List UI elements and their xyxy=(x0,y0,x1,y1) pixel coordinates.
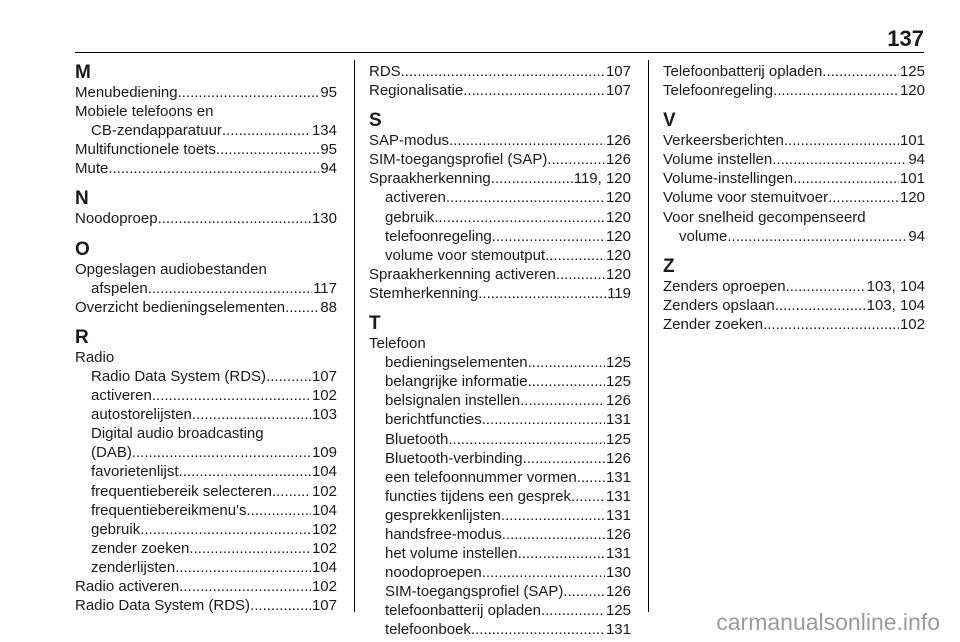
dot-leader xyxy=(189,539,311,558)
index-entry xyxy=(369,544,631,563)
entry-text: volume xyxy=(679,227,728,245)
dot-leader xyxy=(501,506,605,525)
entry-page: 126 xyxy=(605,583,631,601)
dot-leader xyxy=(148,279,312,298)
entry-page: 102 xyxy=(311,387,337,405)
entry-text: Radio activeren xyxy=(75,577,180,595)
dot-leader xyxy=(556,265,605,284)
index-entry xyxy=(663,150,925,169)
dot-leader xyxy=(482,410,605,429)
index-section xyxy=(75,188,337,228)
index-entry xyxy=(369,601,631,620)
entry-text: Volume instellen xyxy=(663,151,773,169)
index-entry xyxy=(75,159,337,178)
dot-leader xyxy=(285,298,319,317)
dot-leader xyxy=(828,188,899,207)
entry-text: SIM-toegangsprofiel (SAP) xyxy=(385,583,564,601)
dot-leader xyxy=(786,277,866,296)
index-entry xyxy=(369,81,631,100)
entry-page: 107 xyxy=(605,63,631,80)
entry-page: 125 xyxy=(605,373,631,391)
index-entry xyxy=(369,227,631,246)
entry-text: Menubediening xyxy=(75,84,178,101)
dot-leader xyxy=(434,208,605,227)
dot-leader xyxy=(449,131,605,150)
dot-leader xyxy=(571,487,605,506)
entry-page: 103 xyxy=(311,406,337,424)
entry-text: Radio xyxy=(75,348,115,366)
entry-page: 126 xyxy=(605,449,631,467)
index-entry xyxy=(75,279,337,298)
entry-text: Radio Data System (RDS) xyxy=(75,597,251,615)
index-entry xyxy=(663,277,925,296)
index-entry xyxy=(369,582,631,601)
dot-leader xyxy=(401,62,605,81)
index-entry xyxy=(369,62,631,81)
entry-page: 95 xyxy=(320,84,337,101)
page-number: 137 xyxy=(887,26,924,51)
dot-leader xyxy=(192,405,311,424)
entry-page: 102 xyxy=(311,577,337,595)
entry-page: 101 xyxy=(899,170,925,188)
column-divider xyxy=(354,60,355,612)
index-entry xyxy=(663,188,925,207)
column-divider xyxy=(648,60,649,612)
entry-page: 104 xyxy=(311,501,337,519)
section-letter: O xyxy=(75,238,90,260)
entry-page: 102 xyxy=(311,482,337,500)
entry-page: 117 xyxy=(313,279,337,297)
section-letter: R xyxy=(75,326,89,348)
dot-leader xyxy=(563,582,605,601)
index-section xyxy=(369,110,631,303)
dot-leader xyxy=(266,367,311,386)
dot-leader xyxy=(140,520,311,539)
index-entry xyxy=(663,131,925,150)
index-entry xyxy=(75,405,337,424)
index-entry xyxy=(75,424,337,443)
index-entry xyxy=(75,501,337,520)
index-entry xyxy=(75,462,337,481)
dot-leader xyxy=(108,159,319,178)
index-entry xyxy=(663,62,925,81)
entry-page: 107 xyxy=(311,367,337,385)
entry-page: 131 xyxy=(605,506,631,524)
entry-page: 119, 120 xyxy=(573,170,631,188)
entry-page: 125 xyxy=(899,63,925,80)
dot-leader xyxy=(492,227,605,246)
entry-page: 120 xyxy=(605,246,631,264)
index-entry xyxy=(369,410,631,429)
index-entry xyxy=(369,449,631,468)
index-entry xyxy=(369,525,631,544)
index-column-3 xyxy=(663,62,925,334)
entry-text: SAP-modus xyxy=(369,132,450,150)
index-entry xyxy=(369,430,631,449)
dot-leader xyxy=(520,391,605,410)
index-entry xyxy=(369,468,631,487)
index-entry xyxy=(369,563,631,582)
entry-page: 94 xyxy=(908,151,925,169)
entry-text: belsignalen instellen xyxy=(385,392,521,410)
section-letter: N xyxy=(75,188,89,210)
index-entry xyxy=(75,83,337,102)
index-entry xyxy=(75,558,337,577)
section-letter: S xyxy=(369,110,382,132)
index-column-2 xyxy=(369,62,631,640)
index-entry xyxy=(75,140,337,159)
entry-text: Mute xyxy=(75,160,109,178)
entry-text: Telefoonbatterij opladen xyxy=(663,63,823,80)
dot-leader xyxy=(446,188,605,207)
entry-text: Zender zoeken xyxy=(663,315,764,333)
dot-leader xyxy=(528,353,605,372)
index-entry xyxy=(75,260,337,279)
entry-text: handsfree-modus xyxy=(385,525,502,543)
dot-leader xyxy=(175,558,311,577)
index-entry xyxy=(75,367,337,386)
entry-text: Mobiele telefoons en xyxy=(75,103,214,121)
entry-page: 103, 104 xyxy=(866,277,925,295)
section-letter: Z xyxy=(663,255,675,277)
dot-leader xyxy=(471,620,605,639)
entry-page: 101 xyxy=(899,132,925,150)
index-entry xyxy=(369,353,631,372)
dot-leader xyxy=(528,372,605,391)
index-entry xyxy=(663,296,925,315)
entry-text: (DAB) xyxy=(91,444,132,462)
entry-page: 94 xyxy=(908,227,925,245)
entry-text: noodoproepen xyxy=(385,564,482,582)
section-letter: M xyxy=(75,62,91,83)
entry-text: RDS xyxy=(369,63,401,80)
watermark: carmanualsonline.info xyxy=(716,609,940,635)
entry-text: een telefoonnummer vormen xyxy=(385,468,577,486)
entry-page: 126 xyxy=(605,525,631,543)
entry-page: 130 xyxy=(605,564,631,582)
entry-text: telefoonbatterij opladen xyxy=(385,602,541,620)
entry-text: Overzicht bedieningselementen xyxy=(75,298,286,316)
entry-text: Verkeersberichten xyxy=(663,132,784,150)
entry-text: favorietenlijst xyxy=(91,463,179,481)
dot-leader xyxy=(775,296,866,315)
dot-leader xyxy=(179,462,311,481)
index-entry xyxy=(369,284,631,303)
index-entry xyxy=(369,246,631,265)
index-entry xyxy=(75,348,337,367)
entry-text: Telefoon xyxy=(369,335,426,353)
entry-page: 120 xyxy=(605,227,631,245)
entry-text: Spraakherkenning activeren xyxy=(369,265,556,283)
entry-page: 126 xyxy=(605,132,631,150)
entry-text: Voor snelheid gecompenseerd xyxy=(663,208,866,226)
header-rule xyxy=(75,52,924,53)
entry-page: 120 xyxy=(605,208,631,226)
dot-leader xyxy=(793,169,899,188)
dot-leader xyxy=(727,227,907,246)
index-entry xyxy=(663,227,925,246)
dot-leader xyxy=(216,140,319,159)
index-entry xyxy=(663,81,925,100)
index-section xyxy=(369,313,631,640)
entry-text: Spraakherkenning xyxy=(369,170,491,188)
index-entry xyxy=(75,298,337,317)
entry-page: 125 xyxy=(605,430,631,448)
dot-leader xyxy=(179,577,311,596)
entry-text: gebruik xyxy=(91,520,141,538)
entry-page: 104 xyxy=(311,463,337,481)
entry-text: bedieningselementen xyxy=(385,354,528,372)
entry-page: 120 xyxy=(605,189,631,207)
index-entry xyxy=(75,482,337,501)
dot-leader xyxy=(482,563,605,582)
entry-text: activeren xyxy=(91,387,152,405)
index-section xyxy=(663,256,925,334)
entry-text: zender zoeken xyxy=(91,539,190,557)
index-entry xyxy=(75,209,337,228)
entry-page: 107 xyxy=(605,82,631,100)
entry-page: 131 xyxy=(605,411,631,429)
entry-page: 120 xyxy=(899,189,925,207)
entry-page: 88 xyxy=(320,298,337,316)
index-entry xyxy=(75,102,337,121)
dot-leader xyxy=(158,209,311,228)
entry-text: Bluetooth xyxy=(385,430,449,448)
entry-page: 126 xyxy=(605,151,631,169)
entry-page: 131 xyxy=(605,487,631,505)
entry-page: 102 xyxy=(311,520,337,538)
entry-page: 102 xyxy=(311,539,337,557)
dot-leader xyxy=(518,544,605,563)
entry-text: afspelen xyxy=(91,279,148,297)
index-section xyxy=(75,327,337,615)
index-entry xyxy=(75,596,337,615)
dot-leader xyxy=(784,131,899,150)
entry-page: 107 xyxy=(311,597,337,615)
index-entry xyxy=(369,188,631,207)
dot-leader xyxy=(448,430,605,449)
dot-leader xyxy=(577,468,605,487)
entry-text: Multifunctionele toets xyxy=(75,141,216,159)
entry-text: telefoonboek xyxy=(385,621,471,639)
index-section xyxy=(663,110,925,246)
entry-text: frequentiebereikmenu's xyxy=(91,501,247,519)
entry-text: frequentiebereik selecteren xyxy=(91,482,272,500)
index-section xyxy=(369,62,631,100)
index-entry xyxy=(663,315,925,334)
index-entry xyxy=(75,539,337,558)
entry-page: 131 xyxy=(605,545,631,563)
index-section xyxy=(75,62,337,178)
index-entry xyxy=(663,169,925,188)
index-entry xyxy=(369,334,631,353)
entry-text: functies tijdens een gesprek xyxy=(385,487,571,505)
index-column-1 xyxy=(75,62,337,615)
dot-leader xyxy=(822,62,899,81)
dot-leader xyxy=(547,150,605,169)
entry-page: 125 xyxy=(605,354,631,372)
entry-page: 102 xyxy=(899,315,925,333)
entry-page: 125 xyxy=(605,602,631,620)
entry-page: 134 xyxy=(311,122,337,140)
index-entry xyxy=(369,391,631,410)
entry-page: 104 xyxy=(311,558,337,576)
index-section xyxy=(663,62,925,100)
index-entry xyxy=(369,487,631,506)
entry-text: Digital audio broadcasting xyxy=(91,425,264,443)
entry-text: gebruik xyxy=(385,208,435,226)
entry-text: het volume instellen xyxy=(385,545,518,563)
index-entry xyxy=(75,443,337,462)
index-entry xyxy=(75,577,337,596)
entry-page: 95 xyxy=(320,141,337,159)
entry-text: berichtfuncties xyxy=(385,411,482,429)
index-entry xyxy=(369,169,631,188)
entry-text: activeren xyxy=(385,189,446,207)
entry-text: gesprekkenlijsten xyxy=(385,506,501,524)
entry-text: Bluetooth-verbinding xyxy=(385,449,523,467)
dot-leader xyxy=(178,83,320,102)
entry-text: volume voor stemoutput xyxy=(385,246,546,264)
index-entry xyxy=(75,386,337,405)
dot-leader xyxy=(545,246,605,265)
entry-page: 130 xyxy=(311,210,337,228)
entry-page: 103, 104 xyxy=(866,296,925,314)
entry-page: 94 xyxy=(320,160,337,178)
section-letter: V xyxy=(663,110,676,132)
entry-page: 119 xyxy=(607,284,631,302)
index-entry xyxy=(663,208,925,227)
dot-leader xyxy=(478,284,606,303)
dot-leader xyxy=(502,525,605,544)
entry-text: Regionalisatie xyxy=(369,82,464,100)
dot-leader xyxy=(773,81,899,100)
section-letter: T xyxy=(369,313,381,335)
dot-leader xyxy=(523,449,605,468)
dot-leader xyxy=(152,386,311,405)
entry-text: Stemherkenning xyxy=(369,284,479,302)
entry-text: SIM-toegangsprofiel (SAP) xyxy=(369,151,548,169)
entry-page: 126 xyxy=(605,392,631,410)
entry-text: Zenders opslaan xyxy=(663,296,775,314)
entry-text: Volume voor stemuitvoer xyxy=(663,189,829,207)
index-entry xyxy=(369,372,631,391)
index-entry xyxy=(369,265,631,284)
dot-leader xyxy=(272,482,311,501)
entry-text: autostorelijsten xyxy=(91,406,192,424)
entry-page: 131 xyxy=(605,621,631,639)
index-entry xyxy=(369,150,631,169)
entry-text: zenderlijsten xyxy=(91,558,176,576)
entry-text: Noodoproep xyxy=(75,210,158,228)
entry-text: Telefoonregeling xyxy=(663,82,774,100)
index-section xyxy=(75,239,337,317)
index-entry xyxy=(369,131,631,150)
dot-leader xyxy=(772,150,907,169)
dot-leader xyxy=(246,501,311,520)
dot-leader xyxy=(491,169,573,188)
dot-leader xyxy=(250,596,311,615)
dot-leader xyxy=(763,315,899,334)
entry-text: Radio Data System (RDS) xyxy=(91,367,267,385)
entry-page: 120 xyxy=(605,265,631,283)
dot-leader xyxy=(541,601,605,620)
entry-text: Volume-instellingen xyxy=(663,170,794,188)
dot-leader xyxy=(222,121,311,140)
index-entry xyxy=(75,520,337,539)
dot-leader xyxy=(463,81,605,100)
entry-page: 131 xyxy=(605,468,631,486)
entry-page: 120 xyxy=(899,82,925,100)
index-entry xyxy=(369,506,631,525)
entry-text: Opgeslagen audiobestanden xyxy=(75,260,267,278)
entry-text: Zenders oproepen xyxy=(663,277,786,295)
entry-text: belangrijke informatie xyxy=(385,373,528,391)
entry-text: telefoonregeling xyxy=(385,227,492,245)
entry-text: CB-zendapparatuur xyxy=(91,122,222,140)
dot-leader xyxy=(132,443,311,462)
index-entry xyxy=(75,121,337,140)
index-entry xyxy=(369,620,631,639)
index-entry xyxy=(369,208,631,227)
entry-page: 109 xyxy=(311,444,337,462)
